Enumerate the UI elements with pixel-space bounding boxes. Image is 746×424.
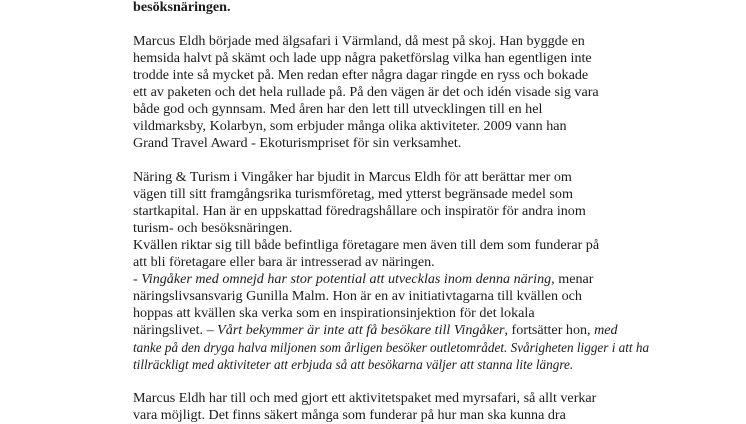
text-line: att bli företagare eller bara är intresserad av näringen. [133,254,435,270]
paragraph-3 [133,237,733,271]
text-line: vägen till sitt framgångsrika turismföretag, med ytterst begränsade medel som [133,186,573,202]
text-line: tillräckligt med aktiviteter att erbjuda så att besökarna väljer att stanna lite längre. [133,357,574,372]
text-line: turism- och besöksnäringen. [133,220,293,236]
quote-normal: , fortsätter hon, [504,322,595,338]
paragraph-2 [133,169,733,237]
text-line: hemsida halvt på skämt och lade upp några paketförslag vilka han egentligen inte [133,50,592,66]
quote-italic: med [594,322,618,338]
text-line [133,271,733,288]
text-line: Kvällen riktar sig till både befintliga företagare men även till dem som funderar på [133,237,600,253]
quote-italic: - Vingåker med omnejd har stor potential att utvecklas inom denna näring, [133,271,555,287]
text-line: näringslivsansvarig Gunilla Malm. Hon är en av initiativtagarna till kvällen och [133,288,582,304]
quote-italic: – Vårt bekymmer är inte att få besökare till Vingåker [206,322,505,338]
text-line: Näring & Turism i Vingåker har bjudit in Marcus Eldh för att berättar mer om [133,169,572,185]
text-line: startkapital. Han är en uppskattad föredragshållare och inspiratör för andra inom [133,203,586,219]
quote-normal: näringslivet. [133,322,207,338]
text-line: vildmarksby, Kolarbyn, som erbjuder många olika aktiviteter. 2009 vann han [133,118,567,134]
quote-normal: menar [554,271,594,287]
text-line: ett av paketen och det hela rullade på. På den vägen är det och idén visade sig vara [133,84,599,100]
text-line: trodde inte så mycket på. Men redan efter några dagar ringde en ryss och bokade [133,67,589,83]
text-line [133,322,733,339]
text-line: vara möjligt. Det finns säkert många som funderar på hur man ska kunna dra [133,407,566,423]
document-body [133,0,733,424]
text-line: Marcus Eldh har till och med gjort ett aktivitetspaket med myrsafari, så allt verkar [133,390,597,406]
text-line: Grand Travel Award - Ekoturismpriset för sin verksamhet. [133,135,462,151]
text-line: Marcus Eldh började med älgsafari i Värmland, då mest på skoj. Han byggde en [133,33,585,49]
paragraph-4 [133,271,733,373]
text-line: tanke på den dryga halva miljonen som årligen besöker outletområdet. Svårigheten ligger i att ha [133,340,650,355]
text-line: både god och gynnsam. Med åren har den lett till utvecklingen till en hel [133,101,543,117]
text-line: hoppas att kvällen ska verka som en inspirationsinjektion för det lokala [133,305,535,321]
paragraph-1 [133,33,733,152]
heading-tail: besöksnäringen. [133,0,231,15]
